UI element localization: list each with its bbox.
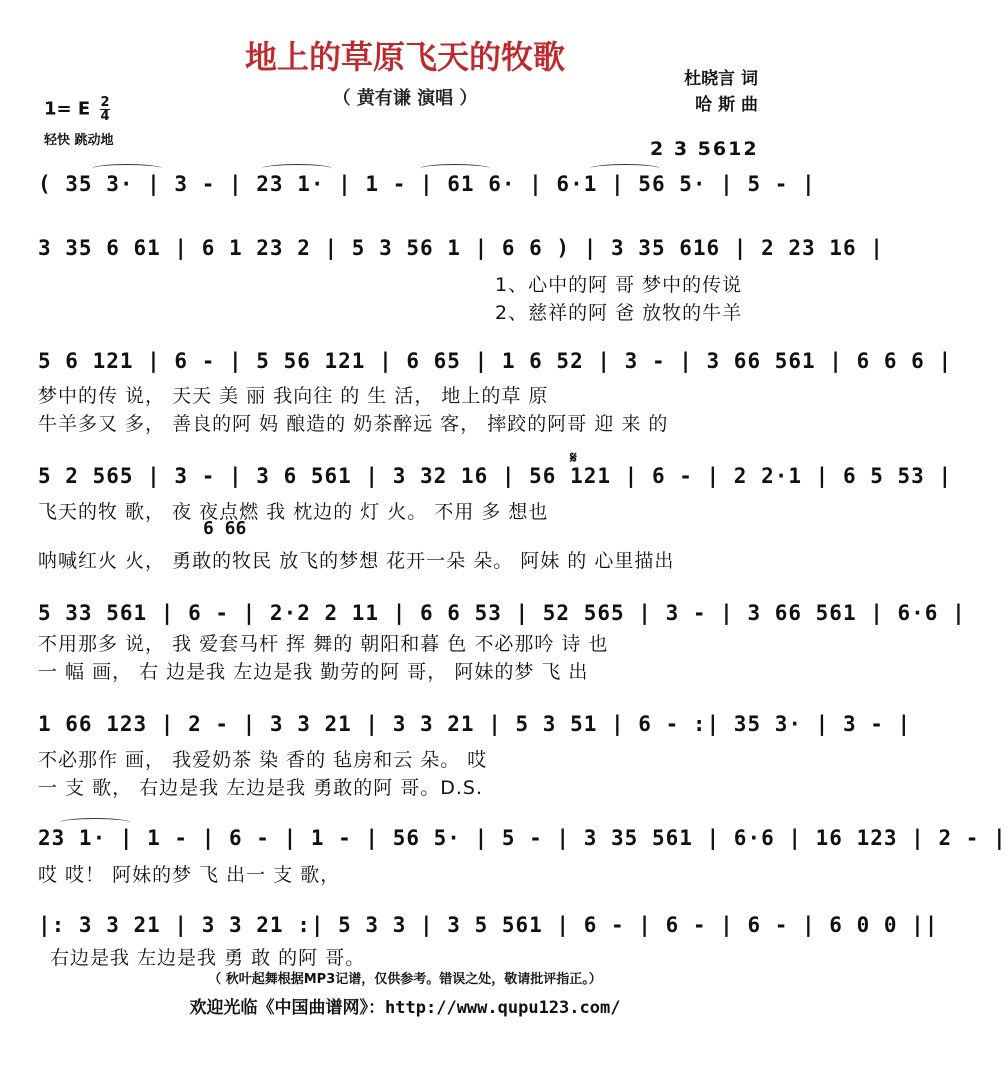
time-signature: [100, 96, 109, 123]
footer-note: （ 秋叶起舞根据MP3记谱，仅供参考。错误之处，敬请批评指正。）: [208, 972, 602, 987]
slur-mark: [590, 164, 660, 173]
lyric-line-4b: 呐喊红火 火， 勇敢的牧民 放飞的梦想 花开一朵 朵。 阿妹 的 心里描出: [38, 550, 675, 572]
singer-credit: （ 黄有谦 演唱 ）: [332, 88, 478, 109]
slur-mark: [420, 164, 490, 173]
staff-line-5: 5 33 561 | 6 - | 2·2 2 11 | 6 6 53 | 52 565 | 3 - | 3 66 561 | 6·6 |: [38, 601, 966, 625]
key-label: 1= E: [44, 98, 91, 120]
staff-line-3: 5 6 121 | 6 - | 5 56 121 | 6 65 | 1 6 52 | 3 - | 3 66 561 | 6 6 6 |: [38, 349, 953, 373]
lyric-line-5a: 不用那多 说， 我 爱套马杆 挥 舞的 朝阳和暮 色 不必那吟 诗 也: [38, 633, 609, 655]
lyric-line-5b: 一 幅 画， 右 边是我 左边是我 勤劳的阿 哥， 阿妹的梦 飞 出: [38, 661, 589, 683]
time-sig-bottom: 4: [100, 109, 110, 124]
notes-above-lyric: 6 66: [203, 518, 247, 539]
lyric-line-6a: 不必那作 画， 我爱奶茶 染 香的 毡房和云 朵。 哎: [38, 749, 488, 771]
staff-line-7: 23 1· | 1 - | 6 - | 1 - | 56 5· | 5 - | 3 35 561 | 6·6 | 16 123 | 2 - |: [38, 826, 1007, 850]
staff-line-8: |: 3 3 21 | 3 3 21 :| 5 3 3 | 3 5 561 | 6 - | 6 - | 6 - | 6 0 0 ||: [38, 913, 939, 937]
staff-line-2: 3 35 6 61 | 6 1 23 2 | 5 3 56 1 | 6 6 ) | 3 35 616 | 2 23 16 |: [38, 236, 884, 260]
lyric-line-3b: 牛羊多又 多， 善良的阿 妈 酿造的 奶茶醉远 客， 摔跤的阿哥 迎 来 的: [38, 413, 669, 435]
staff-line-6: 1 66 123 | 2 - | 3 3 21 | 3 3 21 | 5 3 51 | 6 - :| 35 3· | 3 - |: [38, 712, 912, 736]
segno-sign: 𝄋: [570, 448, 577, 467]
tempo-marking: 轻快 跳动地: [44, 133, 114, 148]
composer-credit: 哈 斯 曲: [695, 95, 758, 115]
lyricist-credit: 杜晓言 词: [684, 69, 758, 89]
slur-mark: [60, 818, 130, 827]
lyric-line-7: 哎 哎！ 阿妹的梦 飞 出一 支 歌，: [38, 864, 341, 886]
lyric-line-2a: 1、心中的阿 哥 梦中的传说: [495, 274, 743, 296]
time-sig-top: 2: [100, 95, 110, 110]
lyric-line-3a: 梦中的传 说， 天天 美 丽 我向往 的 生 活， 地上的草 原: [38, 385, 549, 407]
pickup-notes: 2 3 5612: [650, 138, 759, 160]
lyric-line-6b: 一 支 歌， 右边是我 左边是我 勇敢的阿 哥。D.S.: [38, 777, 484, 799]
lyric-line-8: 右边是我 左边是我 勇 敢 的阿 哥。: [50, 947, 366, 969]
key-signature: [44, 96, 110, 123]
footer-site: 欢迎光临《中国曲谱网》：http://www.qupu123.com/: [189, 998, 621, 1018]
staff-line-1: ( 35 3· | 3 - | 23 1· | 1 - | 61 6· | 6·1 | 56 5· | 5 - |: [38, 172, 816, 196]
lyric-line-2b: 2、慈祥的阿 爸 放牧的牛羊: [495, 302, 743, 324]
song-title: 地上的草原飞天的牧歌: [244, 38, 565, 76]
staff-line-4: 5 2 565 | 3 - | 3 6 561 | 3 32 16 | 56 121 | 6 - | 2 2·1 | 6 5 53 |: [38, 464, 953, 488]
slur-mark: [262, 164, 332, 173]
lyric-line-4a: 飞天的牧 歌， 夜 夜点燃 我 枕边的 灯 火。 不用 多 想也: [38, 501, 549, 523]
slur-mark: [92, 164, 162, 173]
